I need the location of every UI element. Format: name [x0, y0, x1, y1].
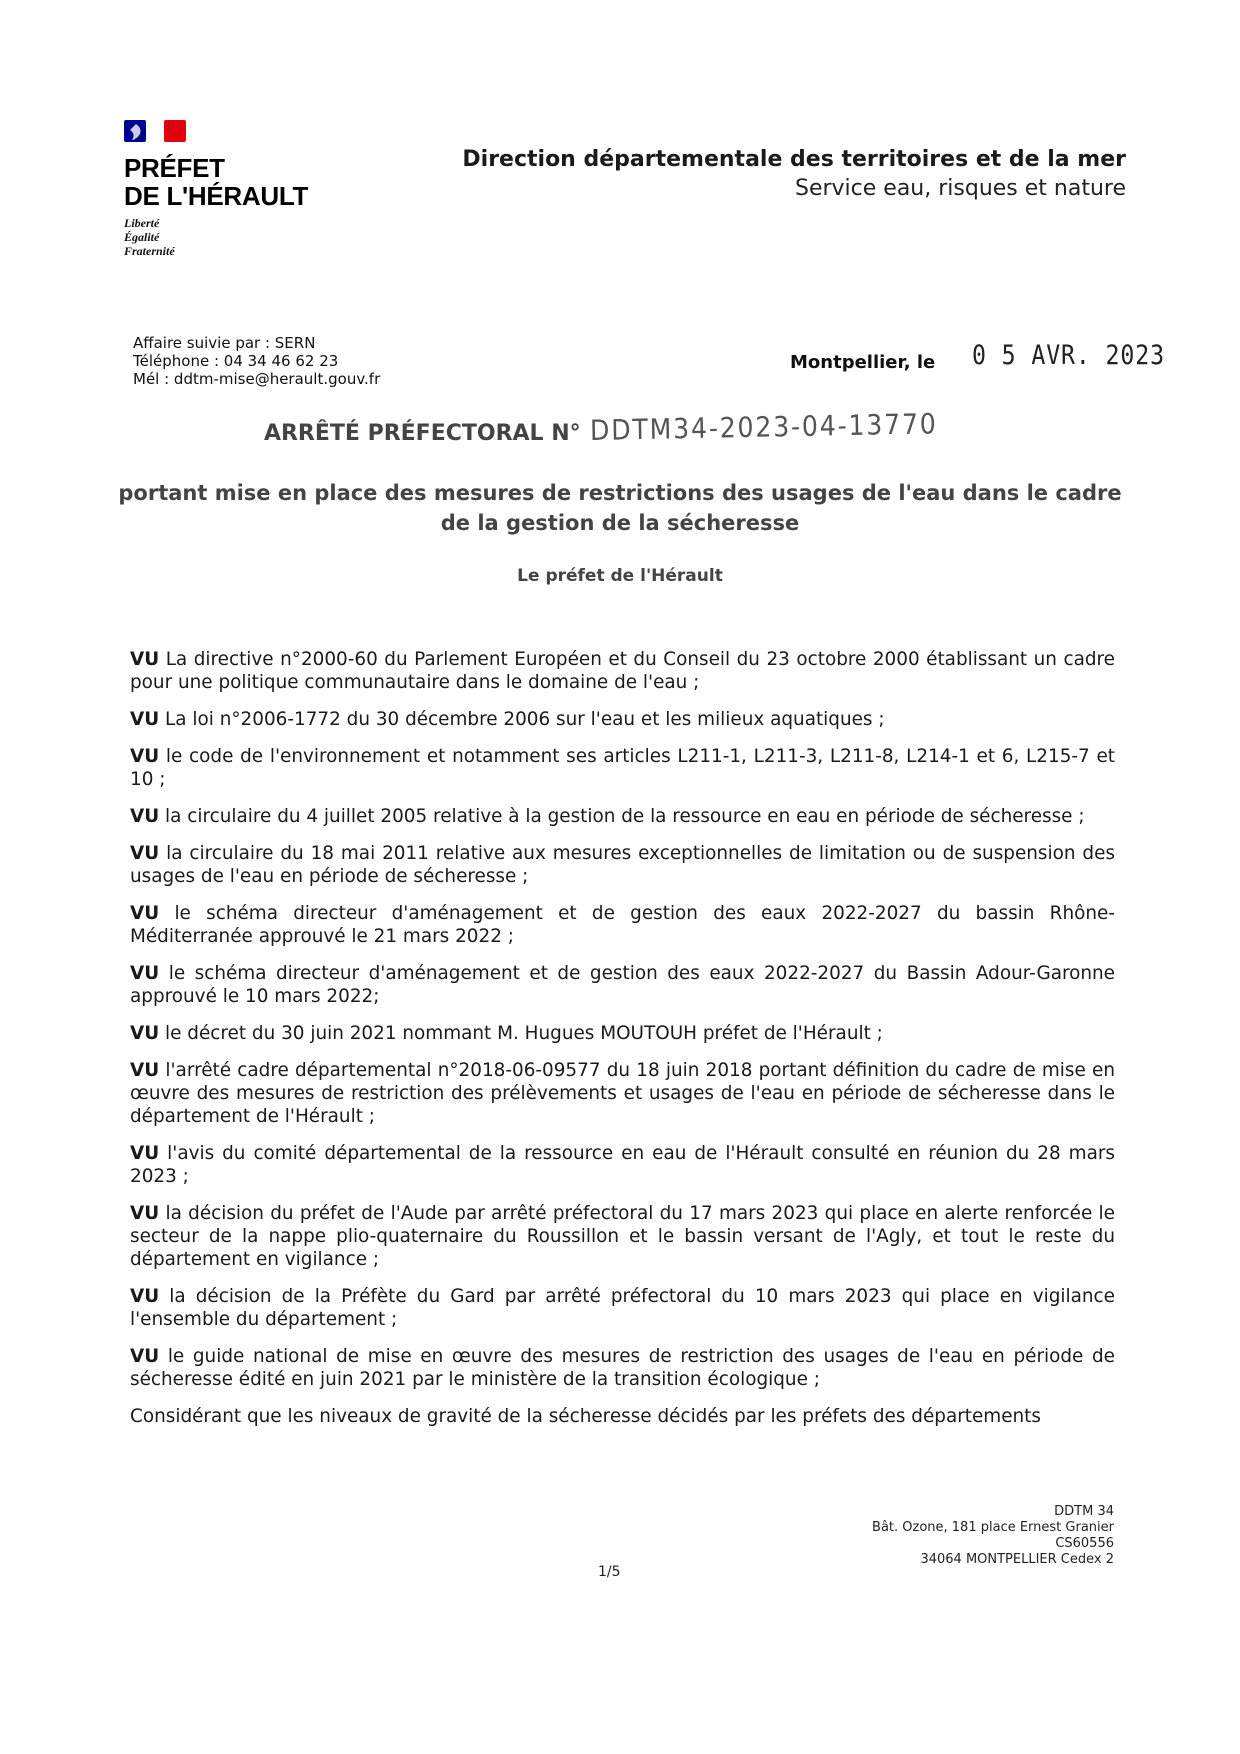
date-stamp: 0 5 AVR. 2023: [972, 340, 1165, 371]
visa-text: la décision du préfet de l'Aude par arrêté préfectoral du 17 mars 2023 qui place en alerte renforcée le secteur de la nappe plio-quaternaire du Roussillon et le bassin versant de l'Agly, et tout le reste du département en vigilance ;: [130, 1203, 1115, 1270]
devise-liberte: Liberté: [124, 216, 160, 230]
visa-text: La directive n°2000-60 du Parlement Européen et du Conseil du 23 octobre 2000 établissant un cadre pour une politique communautaire dans le domaine de l'eau ;: [130, 649, 1115, 693]
visa-paragraph: [130, 1345, 1115, 1391]
vu-prefix: VU: [130, 843, 160, 864]
visa-paragraph: [130, 708, 1115, 731]
arrete-subject: [100, 478, 1140, 538]
vu-prefix: VU: [130, 1143, 160, 1164]
page-number: 1/5: [598, 1564, 621, 1580]
visa-paragraph: [130, 842, 1115, 888]
vu-prefix: VU: [130, 1023, 160, 1044]
marianne-flag-icon: [124, 118, 190, 144]
place-label: Montpellier, le: [790, 352, 936, 373]
prefecture-logo: [124, 118, 324, 258]
visa-text: le guide national de mise en œuvre des mesures de restriction des usages de l'eau en période de sécheresse édité en juin 2021 par le ministère de la transition écologique ;: [130, 1346, 1115, 1390]
visa-paragraph: [130, 805, 1115, 828]
vu-prefix: VU: [130, 806, 160, 827]
visa-paragraph: [130, 962, 1115, 1008]
visa-paragraph: [130, 1059, 1115, 1128]
devise: [124, 216, 324, 258]
visa-paragraph: [130, 1142, 1115, 1188]
visa-text: le schéma directeur d'aménagement et de gestion des eaux 2022-2027 du bassin Rhône-Méditerranée approuvé le 21 mars 2022 ;: [130, 903, 1115, 947]
devise-egalite: Égalité: [124, 230, 160, 244]
arrete-number: DDTM34-2023-04-13770: [589, 407, 938, 447]
visa-paragraph: [130, 1285, 1115, 1331]
vu-prefix: VU: [130, 1286, 160, 1307]
arrete-heading: [0, 407, 1240, 447]
visa-text: La loi n°2006-1772 du 30 décembre 2006 sur l'eau et les milieux aquatiques ;: [165, 709, 885, 730]
vu-prefix: VU: [130, 1060, 160, 1081]
visa-text: le décret du 30 juin 2021 nommant M. Hugues MOUTOUH préfet de l'Hérault ;: [165, 1023, 883, 1044]
visa-paragraph: [130, 1202, 1115, 1271]
visa-text: le schéma directeur d'aménagement et de gestion des eaux 2022-2027 du Bassin Adour-Garonne approuvé le 10 mars 2022;: [130, 963, 1115, 1007]
affaire-suivie: Affaire suivie par : SERN: [133, 334, 316, 352]
footer-address: [872, 1504, 1114, 1568]
visa-paragraph: [130, 648, 1115, 694]
visas-list: [130, 648, 1115, 1442]
issuing-service: [462, 146, 1126, 204]
prefet-heading: Le préfet de l'Hérault: [517, 566, 723, 586]
visa-text: l'arrêté cadre départemental n°2018-06-09577 du 18 juin 2018 portant définition du cadre de mise en œuvre des mesures de restriction des prélèvements et usages de l'eau en période de sécheresse dans le département de l'Hérault ;: [130, 1060, 1115, 1127]
vu-prefix: VU: [130, 649, 160, 670]
address-line: CS60556: [1055, 1536, 1114, 1551]
direction-title: Direction départementale des territoires et de la mer: [462, 147, 1126, 172]
arrete-title: ARRÊTÉ PRÉFECTORAL N°: [263, 421, 581, 446]
subject-line-1: portant mise en place des mesures de restrictions des usages de l'eau dans le cadre: [118, 481, 1122, 505]
vu-prefix: VU: [130, 1203, 160, 1224]
contact-block: [133, 334, 380, 388]
visa-text: la décision de la Préfète du Gard par arrêté préfectoral du 10 mars 2023 qui place en vigilance l'ensemble du département ;: [130, 1286, 1115, 1330]
prefet-line-2: DE L'HÉRAULT: [124, 181, 309, 211]
address-line: DDTM 34: [1054, 1504, 1114, 1519]
prefet-line-1: PRÉFET: [124, 153, 225, 183]
address-line: 34064 MONTPELLIER Cedex 2: [920, 1552, 1114, 1567]
visa-paragraph: [130, 902, 1115, 948]
service-title: Service eau, risques et nature: [794, 176, 1126, 201]
telephone: Téléphone : 04 34 46 62 23: [133, 352, 339, 370]
visa-text: la circulaire du 18 mai 2011 relative aux mesures exceptionnelles de limitation ou de suspension des usages de l'eau en période de sécheresse ;: [130, 843, 1115, 887]
subject-line-2: de la gestion de la sécheresse: [440, 511, 800, 535]
visa-paragraph: [130, 745, 1115, 791]
vu-prefix: VU: [130, 709, 160, 730]
visa-text: le code de l'environnement et notamment ses articles L211-1, L211-3, L211-8, L214-1 et 6, L215-7 et 10 ;: [130, 746, 1115, 790]
visa-text: l'avis du comité départemental de la ressource en eau de l'Hérault consulté en réunion du 28 mars 2023 ;: [130, 1143, 1115, 1187]
vu-prefix: VU: [130, 963, 160, 984]
visa-paragraph: [130, 1022, 1115, 1045]
vu-prefix: VU: [130, 746, 160, 767]
vu-prefix: VU: [130, 903, 160, 924]
considerant-paragraph: Considérant que les niveaux de gravité de la sécheresse décidés par les préfets des départements: [130, 1406, 1041, 1427]
devise-fraternite: Fraternité: [124, 244, 175, 258]
vu-prefix: VU: [130, 1346, 160, 1367]
address-line: Bât. Ozone, 181 place Ernest Granier: [872, 1520, 1114, 1535]
visa-text: la circulaire du 4 juillet 2005 relative à la gestion de la ressource en eau en période de sécheresse ;: [165, 806, 1085, 827]
email: Mél : ddtm-mise@herault.gouv.fr: [133, 370, 381, 388]
